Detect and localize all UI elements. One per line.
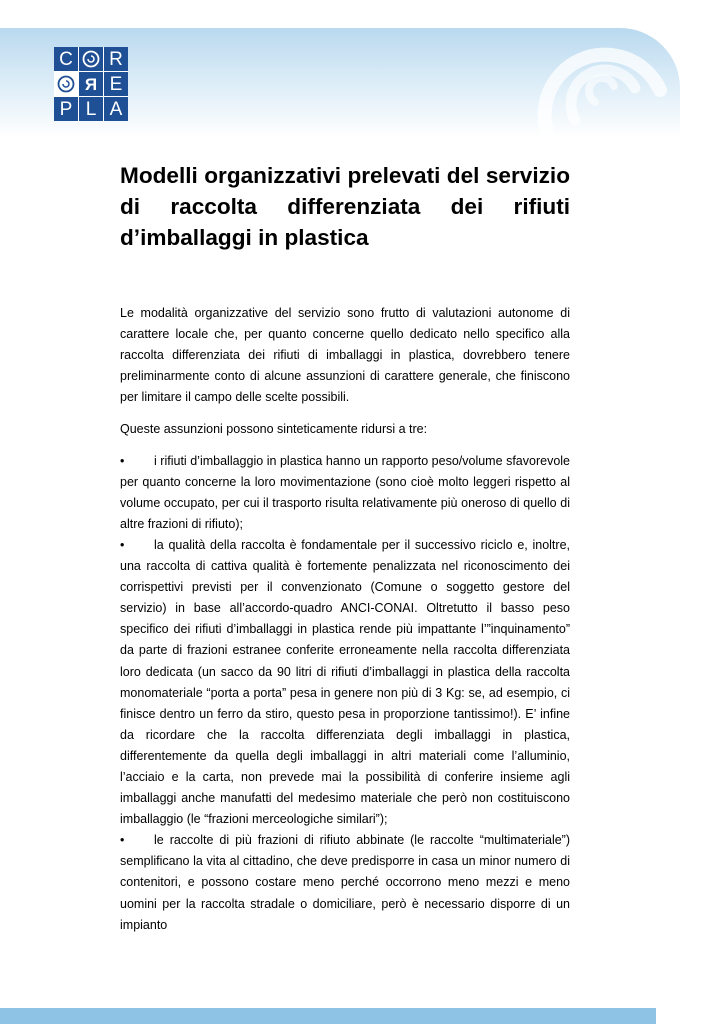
bullet-icon: • bbox=[120, 453, 125, 468]
logo-cell: A bbox=[104, 97, 128, 121]
logo-cell bbox=[54, 72, 78, 96]
logo-reversed-r-icon bbox=[81, 74, 101, 94]
svg-text:R: R bbox=[84, 75, 98, 94]
paragraph: Le modalità organizzative del servizio sono frutto di valutazioni autonome di carattere locale che, per quanto concerne quello dedicato nello specifico alla raccolta differenziata dei rifiuti di imballaggi in plastica, dovrebbero tenere preliminarmente conto di alcune assunzioni di carattere generale, che finiscono per limitare il campo delle scelte possibili. bbox=[120, 306, 570, 405]
logo-cell bbox=[79, 47, 103, 71]
logo-cell: P bbox=[54, 97, 78, 121]
logo-cell: L bbox=[79, 97, 103, 121]
logo-cell: R bbox=[104, 47, 128, 71]
logo-swirl-icon bbox=[81, 49, 101, 69]
paragraph: Queste assunzioni possono sinteticamente ridursi a tre: bbox=[120, 422, 428, 437]
bullet-icon: • bbox=[120, 537, 125, 552]
bullet-item bbox=[120, 830, 570, 935]
bullet-item bbox=[120, 535, 570, 830]
bullet-icon: • bbox=[120, 833, 125, 848]
logo-cell: E bbox=[104, 72, 128, 96]
bullet-item bbox=[120, 451, 570, 535]
bullet-text: i rifiuti d’imballaggio in plastica hanno un rapporto peso/volume sfavorevole per quanto concerne la loro movimentazione (sono cioè molto leggeri rispetto al volume occupato, per cui il trasporto risulta relativamente più oneroso di quello di altre frazioni di rifiuto); bbox=[120, 453, 570, 531]
swirl-decoration-icon bbox=[530, 20, 680, 150]
bullet-text: le raccolte di più frazioni di rifiuto abbinate (le raccolte “multimateriale”) semplificano la vita al cittadino, che deve predisporre in casa un minor numero di contenitori, e possono costare meno perché occorrono meno mezzi e meno uomini per la raccolta stradale o domiciliare, però è necessario disporre di un impianto bbox=[120, 833, 570, 932]
bullet-text: la qualità della raccolta è fondamentale per il successivo riciclo e, inoltre, una raccolta di cattiva qualità è fortemente penalizzata nel riconoscimento dei corrispettivi previsti per il convenzionato (Comune o soggetto gestore del servizio) in base all’accordo-quadro ANCI-CONAI. Oltretutto il basso peso specifico dei rifiuti d’imballaggi in plastica rende più impattante l’”inquinamento” da parte di frazioni estranee conferite erroneamente nella raccolta differenziata loro dedicata (un sacco da 90 litri di rifiuti d’imballaggi in plastica della raccolta monomateriale “porta a porta” pesa in genere non più di 3 Kg: se, ad esempio, ci finisce dentro un ferro da stiro, questo pesa in proporzione tantissimo!). E’ infine da ricordare che la raccolta differenziata degli imballaggi in plastica, differentemente da quella degli imballaggi in altri materiali come l’alluminio, l’acciaio e la carta, non prevede mai la possibilità di conferire insieme agli imballaggi anche manufatti del medesimo materiale che però non costituiscono imballaggio (le “frazioni merceologiche similari”); bbox=[120, 537, 570, 827]
document-body bbox=[120, 160, 570, 936]
logo-cell bbox=[79, 72, 103, 96]
corepla-logo bbox=[54, 47, 128, 121]
logo-cell: C bbox=[54, 47, 78, 71]
footer-band bbox=[0, 1008, 656, 1024]
logo-swirl-icon bbox=[56, 74, 76, 94]
document-title: Modelli organizzativi prelevati del servizio di raccolta differenziata dei rifiuti d’imballaggi in plastica bbox=[120, 163, 570, 250]
